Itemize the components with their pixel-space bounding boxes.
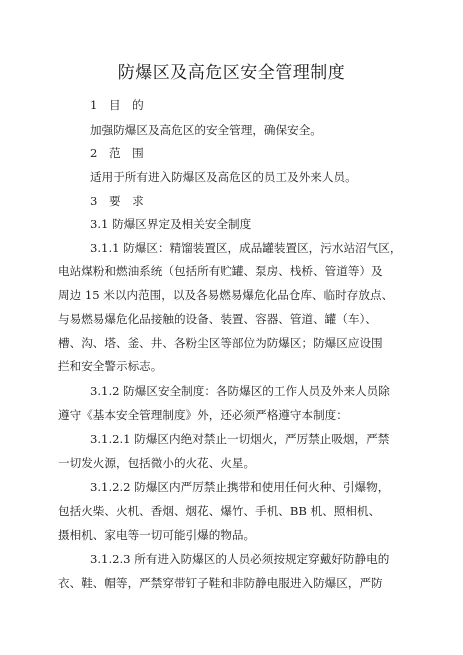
paragraph-line: 3.1.2.3 所有进入防爆区的人员必须按规定穿戴好防静电的	[90, 552, 390, 566]
paragraph-line: 摄相机、家电等一切可能引爆的物品。	[58, 528, 256, 542]
paragraph-line: 3.1.1 防爆区：精馏装置区，成品罐装置区，污水站沼气区，	[90, 241, 402, 255]
paragraph-line: 槽、沟、塔、釜、井、各粉尘区等部位为防爆区；防爆区应设围	[58, 336, 383, 350]
paragraph-line: 包括火柴、火机、香烟、烟花、爆竹、手机、BB 机、照相机、	[58, 504, 381, 518]
paragraph-line: 遵守《基本安全管理制度》外，还必须严格遵守本制度：	[58, 408, 348, 422]
paragraph-line: 加强防爆区及高危区的安全管理，确保安全。	[90, 123, 322, 137]
paragraph-line: 与易燃易爆危化品接触的设备、装置、容器、管道、罐（车）、	[58, 312, 377, 326]
subsection-heading: 3.1 防爆区界定及相关安全制度	[90, 217, 252, 231]
paragraph-line: 3.1.2.1 防爆区内绝对禁止一切烟火，严厉禁止吸烟，严禁	[90, 432, 390, 446]
document-title: 防爆区及高危区安全管理制度	[117, 63, 346, 83]
section-heading-1: 1 目 的	[90, 98, 144, 112]
section-heading-3: 3 要 求	[90, 194, 144, 208]
paragraph-line: 3.1.2 防爆区安全制度：各防爆区的工作人员及外来人员除	[90, 384, 390, 398]
paragraph-line: 3.1.2.2 防爆区内严厉禁止携带和使用任何火种、引爆物，	[90, 480, 390, 494]
paragraph-line: 一切发火源，包括微小的火花、火星。	[58, 456, 256, 470]
paragraph-line: 周边 15 米以内范围，以及各易燃易爆危化品仓库、临时存放点、	[58, 288, 394, 302]
paragraph-line: 适用于所有进入防爆区及高危区的员工及外来人员。	[90, 170, 357, 184]
paragraph-line: 电站煤粉和燃油系统（包括所有贮罐、泵房、栈桥、管道等）及	[58, 264, 383, 278]
section-heading-2: 2 范 围	[90, 146, 144, 160]
paragraph-line: 衣、鞋、帽等，严禁穿带钉子鞋和非防静电服进入防爆区，严防	[58, 576, 383, 590]
paragraph-line: 拦和安全警示标志。	[58, 359, 163, 373]
